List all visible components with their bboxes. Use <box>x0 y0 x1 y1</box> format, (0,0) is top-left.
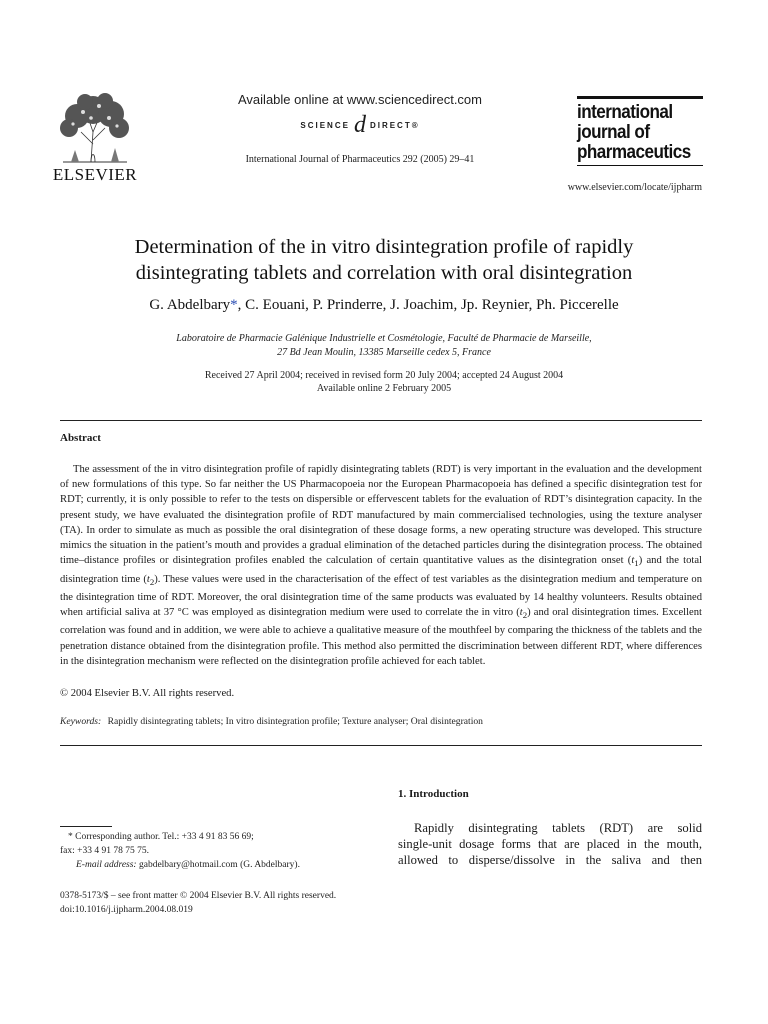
sub-2: 2 <box>149 576 155 587</box>
abstract-top-rule <box>60 420 702 421</box>
sub-1: 1 <box>634 558 639 569</box>
sd-at-icon: d <box>353 112 366 138</box>
footnote-line-1: * Corresponding author. Tel.: +33 4 91 83 56 69; <box>68 832 254 842</box>
article-dates <box>40 369 728 395</box>
introduction-heading: 1. Introduction <box>398 788 469 800</box>
intro-line-1: Rapidly disintegrating tablets (RDT) are solid <box>414 821 702 835</box>
sub-2: 2 <box>522 610 528 621</box>
first-author: G. Abdelbary <box>149 297 231 313</box>
masthead-bottom-rule <box>577 165 703 166</box>
var-t: t <box>631 555 635 567</box>
abstract-copyright: © 2004 Elsevier B.V. All rights reserved. <box>60 688 235 699</box>
footnote-rule <box>60 826 112 827</box>
sciencedirect-logo <box>200 113 520 137</box>
footnote-line-2: fax: +33 4 91 78 75 75. <box>60 846 150 856</box>
masthead-line-1: international <box>577 102 673 123</box>
journal-masthead <box>577 96 703 166</box>
corresponding-author-link[interactable]: * <box>230 297 238 313</box>
var-t: t <box>519 607 523 619</box>
available-online-date: Available online 2 February 2005 <box>316 383 452 394</box>
doi-line[interactable]: doi:10.1016/j.ijpharm.2004.08.019 <box>60 905 193 915</box>
elsevier-logo <box>40 92 150 187</box>
affiliation-line-1: Laboratoire de Pharmacie Galénique Industrielle et Cosmétologie, Faculté de Pharmacie de Marseille, <box>176 333 592 344</box>
abstract-text-4: ) and oral disintegration times. Excellent correlation was found and in addition, we were able to achieve a qualitative measure of the mouthfeel by comparing the thickness of the tablets and the penetration distance obtained from the disintegration profile. This method also permitted the discrimination between different RDT, where differences in the disintegration mechanism were reflected on the disintegration profile achieved for each tablet. <box>60 607 702 667</box>
abstract-bottom-rule <box>60 745 702 746</box>
article-title <box>40 234 728 286</box>
elsevier-tree-icon <box>53 92 137 164</box>
introduction-body <box>398 820 702 868</box>
sciencedirect-block <box>200 92 520 165</box>
author-list <box>40 297 728 314</box>
var-t: t <box>146 573 150 585</box>
received-dates: Received 27 April 2004; received in revised form 20 July 2004; accepted 24 August 2004 <box>204 370 564 381</box>
abstract-body <box>60 462 702 669</box>
journal-url[interactable]: www.elsevier.com/locate/ijpharm <box>567 182 702 193</box>
title-line-1: Determination of the in vitro disintegration profile of rapidly <box>134 236 634 258</box>
masthead-line-3: pharmaceutics <box>577 142 691 163</box>
keywords-label: Keywords: <box>60 716 102 727</box>
abstract-heading: Abstract <box>60 432 101 444</box>
sd-science-word: SCIENCE <box>300 120 350 130</box>
intro-line-2: single-unit dosage forms that are placed in the mouth, <box>398 837 702 851</box>
masthead-top-rule <box>577 96 703 99</box>
publisher-name: ELSEVIER <box>52 165 138 184</box>
keywords <box>60 716 483 727</box>
sd-direct-word: DIRECT® <box>369 120 420 130</box>
available-online-text: Available online at www.sciencedirect.com <box>238 92 482 107</box>
keywords-text: Rapidly disintegrating tablets; In vitro disintegration profile; Texture analyser; Oral disintegration <box>107 716 483 727</box>
affiliation <box>40 332 728 360</box>
title-line-2: disintegrating tablets and correlation with oral disintegration <box>135 262 633 284</box>
email-address[interactable]: gabdelbary@hotmail.com (G. Abdelbary). <box>136 860 300 870</box>
footnote-email <box>60 858 380 872</box>
email-label: E-mail address: <box>76 860 137 870</box>
front-matter <box>60 889 400 917</box>
abstract-paragraph <box>60 462 702 669</box>
abstract-text-3: ). These values were used in the characterisation of the effect of test variables as the disintegration medium and temperature on the disintegration time of RDT. Moreover, the oral disintegration time of the same products was evaluated by 14 healthy volunteers. Results obtained when artificial saliva at 37 °C was employed as disintegration medium were used to correlate the in vitro ( <box>60 573 702 619</box>
masthead-line-2: journal of <box>577 122 650 143</box>
intro-line-3: allowed to disperse/dissolve in the saliva and then <box>398 853 702 867</box>
issn-line: 0378-5173/$ – see front matter © 2004 Elsevier B.V. All rights reserved. <box>60 891 337 901</box>
abstract-text-2: ) and the total disintegration time ( <box>60 555 702 585</box>
abstract-text-1: The assessment of the in vitro disintegration profile of rapidly disintegrating tablets (RDT) is very important in the evaluation and the development of new formulations of this type. So far neither the US Pharmacopoeia nor the European Pharmacopoeia has defined a specific disintegration test for RDT; currently, it is only possible to refer to the tests on dispersible or effervescent tablets for the evaluation of RDT’s disintegration capacity. In the present study, we have evaluated the disintegration profile of RDT manufactured by main commercialised technologies, using the texture analyser (TA). In order to simulate as much as possible the oral disintegration of these dosage forms, a new operating structure was developed. This structure mimics the situation in the patient’s mouth and provides a gradual elimination of the detached particles during the disintegration process. The obtained time–distance profiles or disintegration profiles enabled the calculation of certain quantitative values as the disintegration onset ( <box>60 464 702 567</box>
journal-reference: International Journal of Pharmaceutics 292 (2005) 29–41 <box>245 154 475 165</box>
affiliation-line-2: 27 Bd Jean Moulin, 13385 Marseille cedex 5, France <box>277 347 491 358</box>
footnote <box>60 830 380 872</box>
other-authors: , C. Eouani, P. Prinderre, J. Joachim, Jp. Reynier, Ph. Piccerelle <box>237 297 619 313</box>
